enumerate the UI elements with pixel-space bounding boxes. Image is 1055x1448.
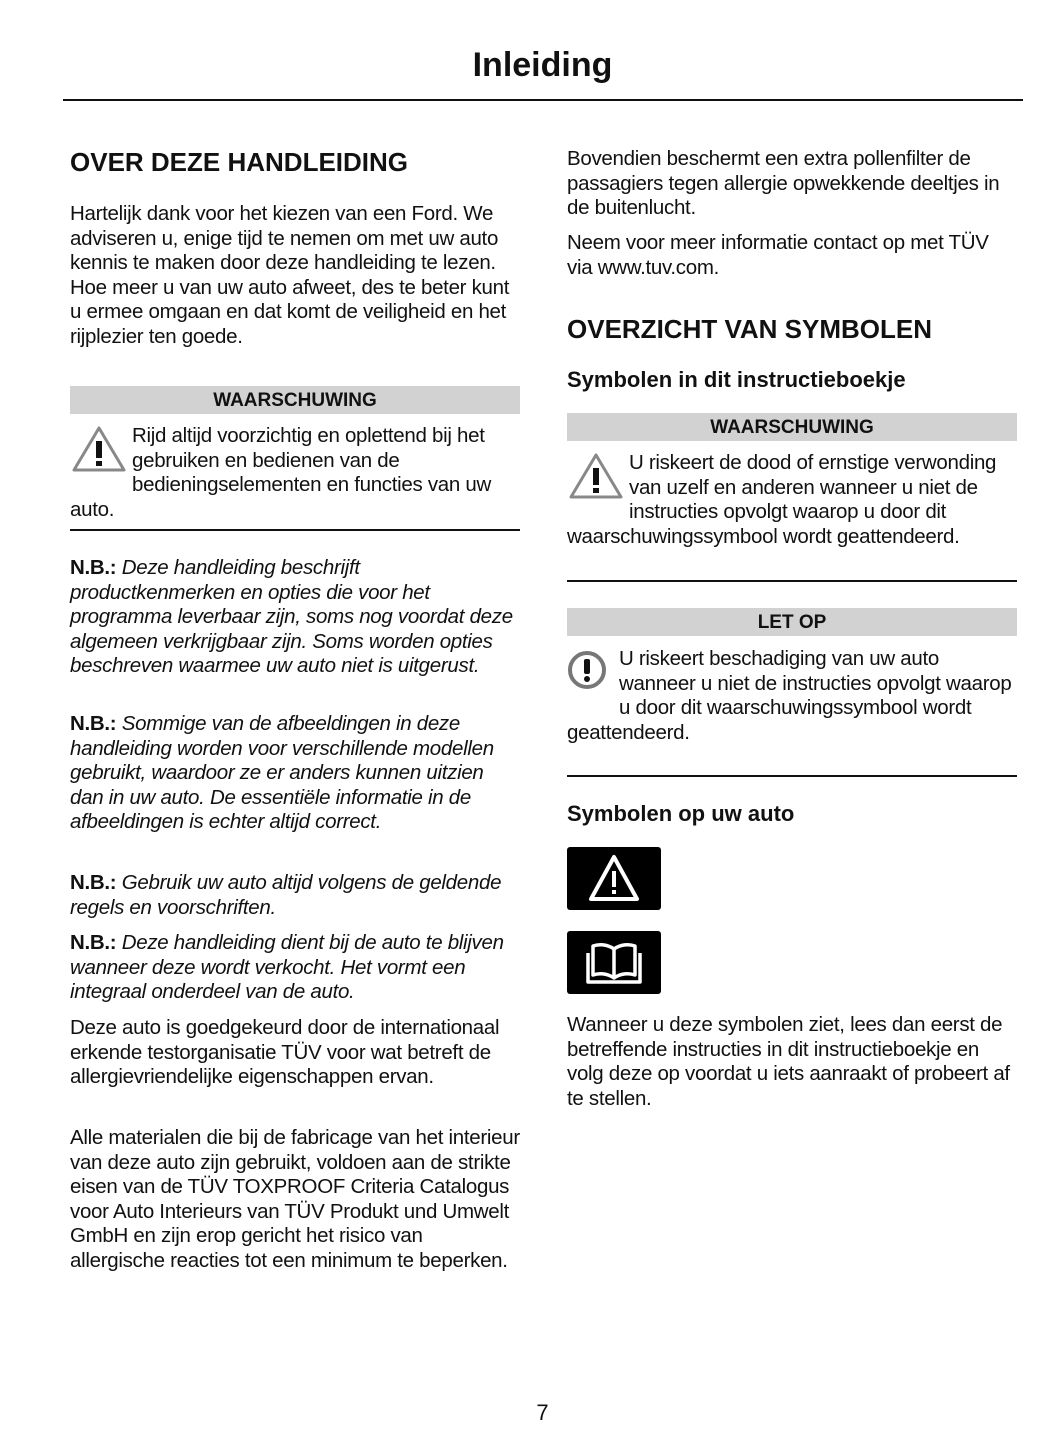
- divider: [567, 775, 1017, 777]
- section-heading: OVER DEZE HANDLEIDING: [70, 147, 409, 177]
- warning-triangle-icon: [567, 451, 625, 501]
- note-text: Gebruik uw auto altijd volgens de geldende regels en voorschriften.: [70, 871, 502, 919]
- note-prefix: N.B.:: [70, 712, 117, 735]
- vehicle-warning-symbol: [567, 847, 661, 910]
- note: [70, 931, 520, 1005]
- caution-text: U riskeert beschadiging van uw auto wanneer u niet de instructies opvolgt waarop u door dit waarschuwingssymbool wordt geattendeerd.: [567, 647, 1012, 744]
- title-divider: [63, 99, 1023, 101]
- tuv-paragraph: Deze auto is goedgekeurd door de internationaal erkende testorganisatie TÜV voor wat betreft de allergievriendelijke eigenschappen ervan.: [70, 1016, 500, 1088]
- warning-label: WAARSCHUWING: [70, 386, 520, 414]
- caution-label: LET OP: [567, 608, 1017, 636]
- warning-block: [70, 424, 520, 522]
- caution-block: [567, 647, 1017, 745]
- warning-block: [567, 451, 1017, 549]
- materials-paragraph: Alle materialen die bij de fabricage van het interieur van deze auto zijn gebruikt, voldoen aan de strikte eisen van de TÜV TOXPROOF Criteria Catalogus voor Auto Interieurs van TÜV Produkt und Umwelt GmbH en zijn erop gericht het risico van allergische reacties tot een minimum te beperken.: [70, 1126, 520, 1272]
- note: [70, 556, 520, 679]
- warning-text: Rijd altijd voorzichtig en oplettend bij het gebruiken en bedienen van de bedieningselementen en functies van uw auto.: [70, 424, 491, 521]
- note-text: Deze handleiding dient bij de auto te blijven wanneer deze wordt verkocht. Het vormt een integraal onderdeel van de auto.: [70, 931, 504, 1003]
- warning-triangle-icon: [70, 424, 128, 474]
- page-title: Inleiding: [472, 46, 613, 84]
- page-number: 7: [536, 1400, 549, 1425]
- warning-triangle-icon: [567, 847, 661, 910]
- divider: [70, 529, 520, 531]
- contact-paragraph: Neem voor meer informatie contact op met TÜV via www.tuv.com.: [567, 231, 989, 279]
- note-prefix: N.B.:: [70, 871, 117, 894]
- section-heading: OVERZICHT VAN SYMBOLEN: [567, 314, 932, 344]
- note: [70, 712, 520, 835]
- note-text: Sommige van de afbeeldingen in deze handleiding worden voor verschillende modellen gebruikt, waardoor ze er anders kunnen uitzien dan in uw auto. De essentiële informatie in de afbeeldingen is echter altijd correct.: [70, 712, 494, 833]
- note: [70, 871, 520, 920]
- note-prefix: N.B.:: [70, 931, 117, 954]
- symbols-paragraph: Wanneer u deze symbolen ziet, lees dan eerst de betreffende instructies in dit instructieboekje en volg deze op voordat u iets aanraakt of probeert af te stellen.: [567, 1013, 1010, 1110]
- intro-paragraph: Hartelijk dank voor het kiezen van een Ford. We adviseren u, enige tijd te nemen om met uw auto kennis te maken door deze handleiding te lezen. Hoe meer u van uw auto afweet, des te beter kunt u ermee omgaan en dat komt de veiligheid en het rijplezier ten goede.: [70, 202, 510, 348]
- subheading: Symbolen op uw auto: [567, 801, 795, 826]
- pollen-paragraph: Bovendien beschermt een extra pollenfilter de passagiers tegen allergie opwekkende deeltjes in de buitenlucht.: [567, 147, 1000, 219]
- vehicle-manual-symbol: [567, 931, 661, 994]
- subheading: Symbolen in dit instructieboekje: [567, 367, 906, 392]
- note-text: Deze handleiding beschrijft productkenmerken en opties die voor het programma leverbaar zijn, soms nog voordat deze algemeen verkrijgbaar zijn. Soms worden opties beschreven waarmee uw auto niet is uitgerust.: [70, 556, 513, 677]
- warning-text: U riskeert de dood of ernstige verwonding van uzelf en anderen wanneer u niet de instructies opvolgt waarop u door dit waarschuwingssymbool wordt geattendeerd.: [567, 451, 997, 548]
- caution-exclamation-icon: [567, 647, 615, 697]
- manual-book-icon: [567, 931, 661, 994]
- divider: [567, 580, 1017, 582]
- note-prefix: N.B.:: [70, 556, 117, 579]
- warning-label: WAARSCHUWING: [567, 413, 1017, 441]
